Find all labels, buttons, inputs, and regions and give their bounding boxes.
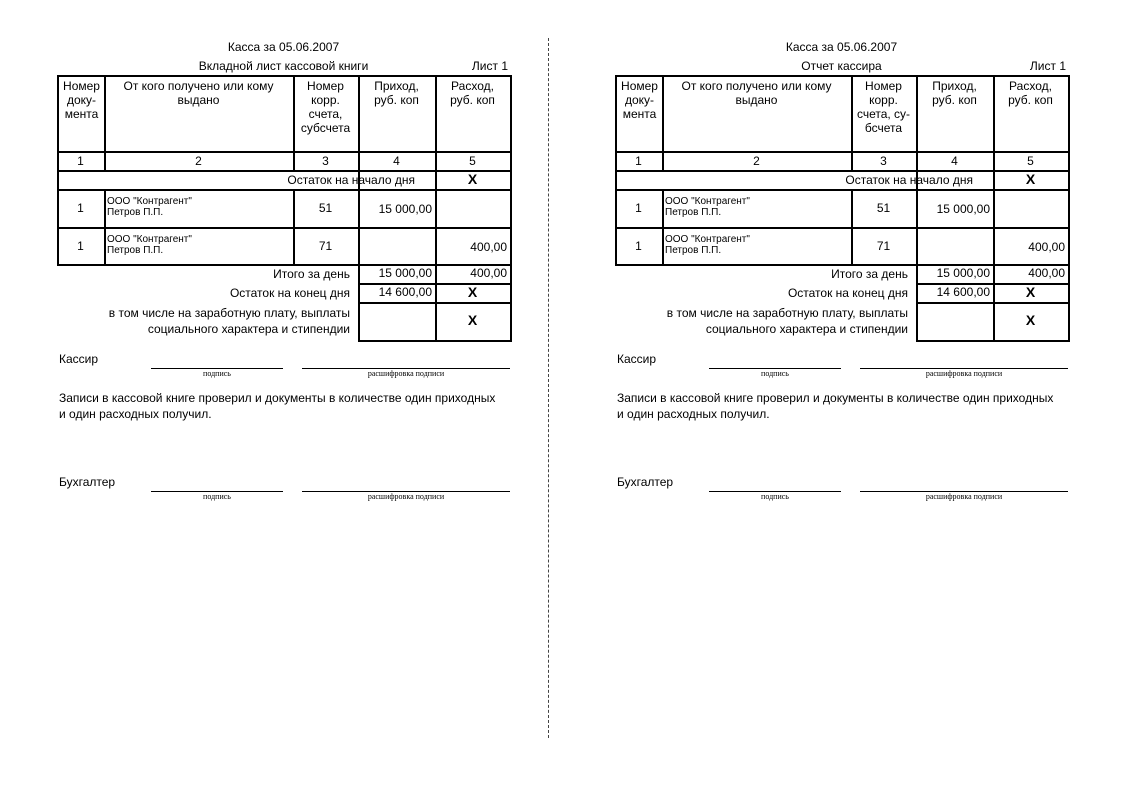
row-person: Петров П.П. bbox=[665, 207, 722, 218]
salary-label: в том числе на заработную плату, выплаты социального характера и стипендии bbox=[666, 306, 908, 336]
table-rule bbox=[57, 75, 512, 77]
col-header-counterparty: От кого получено или кому выдано bbox=[123, 79, 274, 107]
table-rule bbox=[358, 340, 512, 342]
table-rule bbox=[993, 75, 995, 264]
col-number: 3 bbox=[880, 154, 887, 168]
table-rule bbox=[1068, 75, 1070, 266]
col-header-doc-number: Номер доку-мента bbox=[63, 79, 100, 121]
row-doc-number: 1 bbox=[77, 239, 84, 253]
decode-caption: расшифровка подписи bbox=[925, 492, 1003, 501]
col-header-expense: Расход, руб. коп bbox=[450, 79, 495, 107]
daily-total-expense: 400,00 bbox=[470, 266, 507, 280]
row-account: 71 bbox=[318, 239, 333, 253]
daily-total-label: Итого за день bbox=[831, 267, 908, 281]
row-counterparty: ООО "Контрагент" bbox=[107, 196, 192, 207]
sheet-date-title: Касса за 05.06.2007 bbox=[785, 40, 898, 54]
sheet-date-title: Касса за 05.06.2007 bbox=[227, 40, 340, 54]
accountant-label: Бухгалтер bbox=[59, 475, 116, 489]
opening-expense-x: X bbox=[1025, 171, 1036, 187]
table-rule bbox=[104, 189, 106, 264]
col-header-income: Приход, руб. коп bbox=[932, 79, 977, 107]
closing-expense-x: X bbox=[467, 284, 478, 300]
col-header-income: Приход, руб. коп bbox=[374, 79, 419, 107]
decode-caption: расшифровка подписи bbox=[367, 369, 445, 378]
table-rule bbox=[615, 75, 1070, 77]
row-person: Петров П.П. bbox=[107, 207, 164, 218]
row-expense: 400,00 bbox=[1028, 240, 1065, 254]
row-counterparty: ООО "Контрагент" bbox=[665, 196, 750, 207]
col-number: 4 bbox=[951, 154, 958, 168]
col-header-account: Номер корр. счета, субсчета bbox=[300, 79, 351, 135]
sheet-subtitle: Вкладной лист кассовой книги bbox=[198, 59, 369, 73]
row-counterparty: ООО "Контрагент" bbox=[107, 234, 192, 245]
sheet-subtitle: Отчет кассира bbox=[801, 59, 882, 73]
daily-total-label: Итого за день bbox=[273, 267, 350, 281]
closing-balance-label: Остаток на конец дня bbox=[787, 286, 908, 300]
row-person: Петров П.П. bbox=[665, 245, 722, 256]
daily-total-income: 15 000,00 bbox=[936, 266, 990, 280]
table-rule bbox=[57, 227, 512, 229]
table-rule bbox=[615, 151, 1070, 153]
row-account: 51 bbox=[876, 201, 891, 215]
table-rule bbox=[57, 151, 512, 153]
verification-note: Записи в кассовой книге проверил и документы в количестве один приходных и один расходных получил. bbox=[617, 391, 1054, 421]
row-doc-number: 1 bbox=[635, 239, 642, 253]
row-counterparty: ООО "Контрагент" bbox=[665, 234, 750, 245]
col-header-doc-number: Номер доку-мента bbox=[621, 79, 658, 121]
col-header-account: Номер корр. счета, су-бсчета bbox=[856, 79, 911, 135]
col-number: 5 bbox=[1027, 154, 1034, 168]
opening-balance-label: Остаток на начало дня bbox=[287, 173, 415, 187]
daily-total-expense: 400,00 bbox=[1028, 266, 1065, 280]
row-expense: 400,00 bbox=[470, 240, 507, 254]
table-rule bbox=[662, 189, 664, 264]
salary-expense-x: X bbox=[1025, 312, 1036, 328]
table-rule bbox=[57, 189, 512, 191]
decode-caption: расшифровка подписи bbox=[925, 369, 1003, 378]
table-rule bbox=[435, 75, 437, 264]
table-rule bbox=[615, 189, 1070, 191]
row-doc-number: 1 bbox=[77, 201, 84, 215]
closing-balance-label: Остаток на конец дня bbox=[229, 286, 350, 300]
col-header-expense: Расход, руб. коп bbox=[1008, 79, 1053, 107]
table-rule bbox=[510, 264, 512, 342]
cashier-label: Кассир bbox=[59, 352, 99, 366]
col-header-counterparty: От кого получено или кому выдано bbox=[681, 79, 832, 107]
table-rule bbox=[510, 75, 512, 266]
accountant-label: Бухгалтер bbox=[617, 475, 674, 489]
sheet-number: Лист 1 bbox=[471, 59, 508, 73]
signature-caption: подпись bbox=[761, 369, 789, 378]
table-rule bbox=[916, 189, 918, 264]
verification-note: Записи в кассовой книге проверил и документы в количестве один приходных и один расходных получил. bbox=[59, 391, 496, 421]
row-person: Петров П.П. bbox=[107, 245, 164, 256]
col-number: 4 bbox=[393, 154, 400, 168]
col-number: 5 bbox=[469, 154, 476, 168]
table-rule bbox=[358, 189, 360, 264]
row-account: 71 bbox=[876, 239, 891, 253]
col-number: 1 bbox=[635, 154, 642, 168]
signature-caption: подпись bbox=[203, 492, 231, 501]
decode-caption: расшифровка подписи bbox=[367, 492, 445, 501]
table-rule bbox=[916, 340, 1070, 342]
closing-balance-income: 14 600,00 bbox=[936, 285, 990, 299]
signature-caption: подпись bbox=[203, 369, 231, 378]
sheet-number: Лист 1 bbox=[1029, 59, 1066, 73]
col-number: 2 bbox=[195, 154, 202, 168]
closing-expense-x: X bbox=[1025, 284, 1036, 300]
table-rule bbox=[615, 227, 1070, 229]
signature-caption: подпись bbox=[761, 492, 789, 501]
cut-line bbox=[548, 38, 549, 738]
col-number: 2 bbox=[753, 154, 760, 168]
row-income: 15 000,00 bbox=[936, 202, 990, 216]
opening-balance-label: Остаток на начало дня bbox=[845, 173, 973, 187]
closing-balance-income: 14 600,00 bbox=[378, 285, 432, 299]
salary-label: в том числе на заработную плату, выплаты социального характера и стипендии bbox=[108, 306, 350, 336]
opening-expense-x: X bbox=[467, 171, 478, 187]
row-income: 15 000,00 bbox=[378, 202, 432, 216]
daily-total-income: 15 000,00 bbox=[378, 266, 432, 280]
cashier-label: Кассир bbox=[617, 352, 657, 366]
col-number: 1 bbox=[77, 154, 84, 168]
salary-expense-x: X bbox=[467, 312, 478, 328]
table-rule bbox=[1068, 264, 1070, 342]
row-doc-number: 1 bbox=[635, 201, 642, 215]
row-account: 51 bbox=[318, 201, 333, 215]
col-number: 3 bbox=[322, 154, 329, 168]
